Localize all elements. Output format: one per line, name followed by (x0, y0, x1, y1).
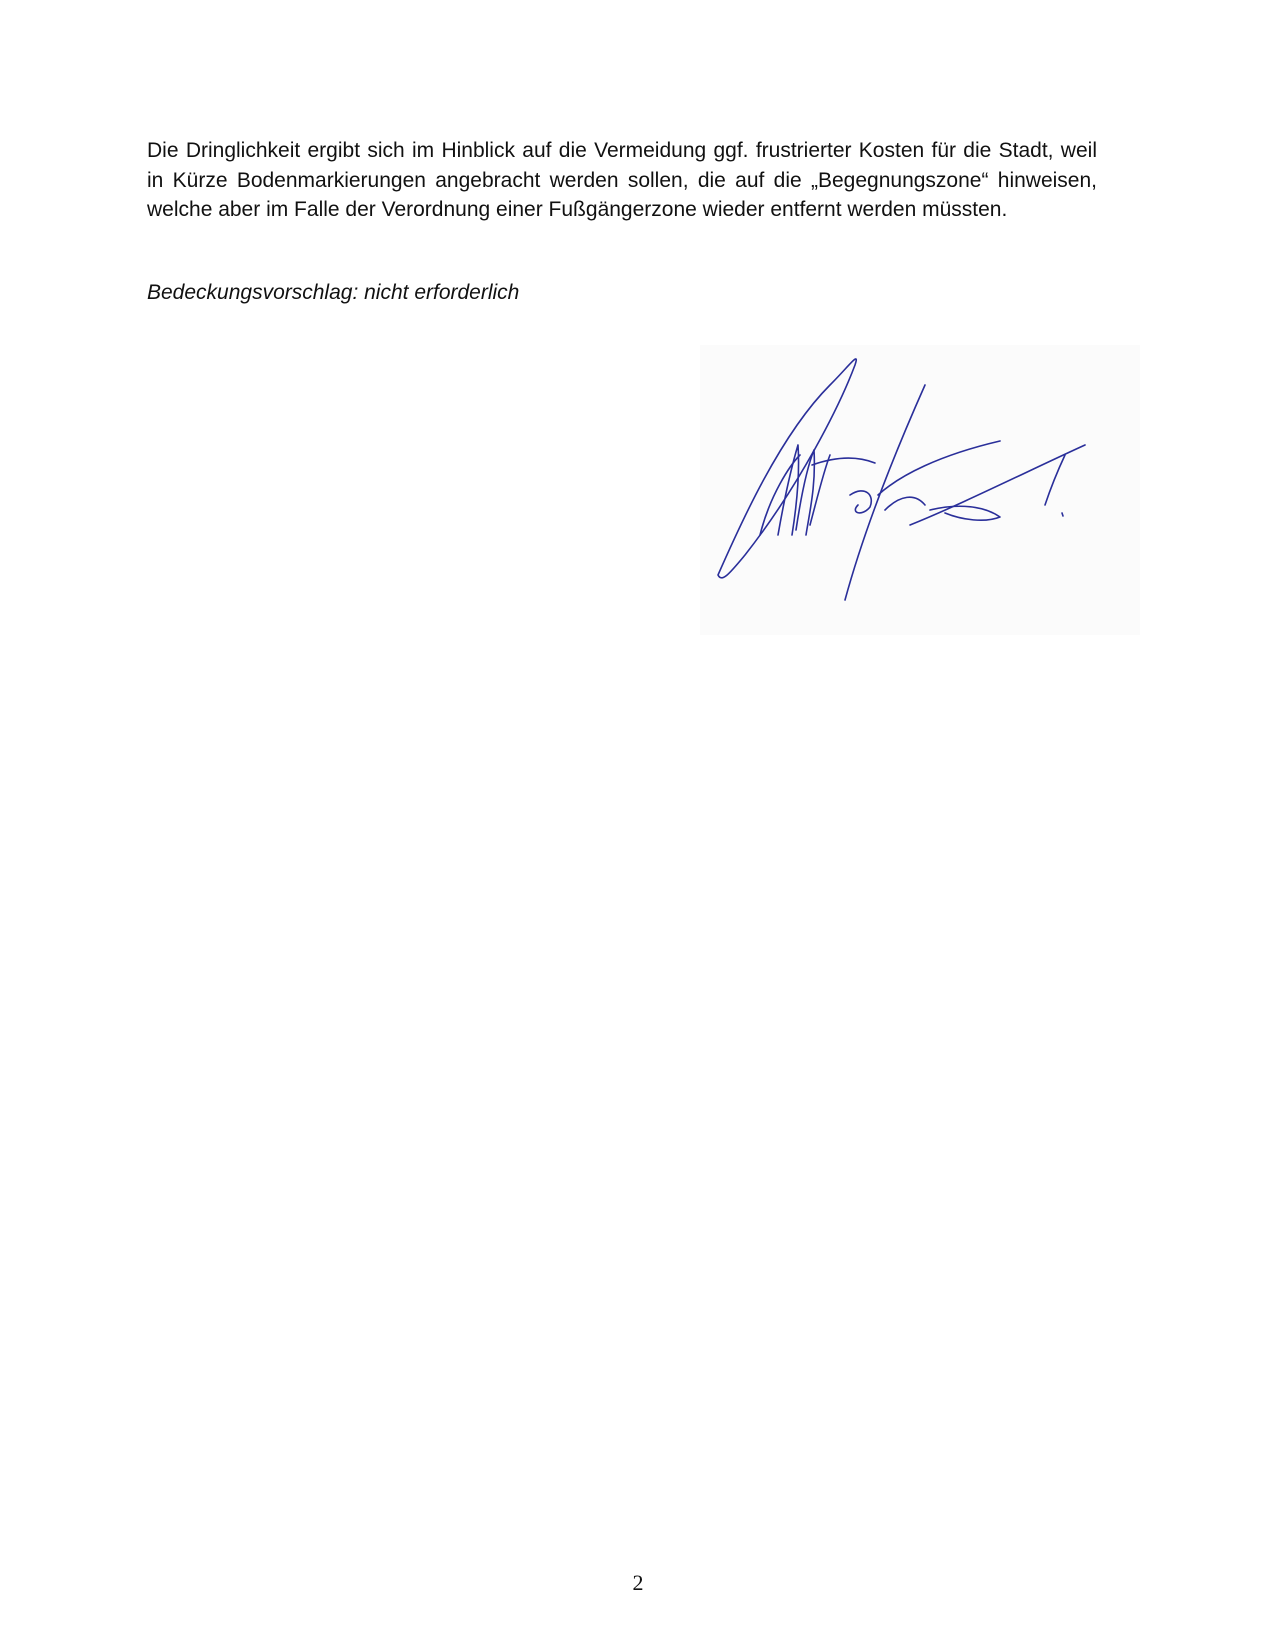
urgency-paragraph: Die Dringlichkeit ergibt sich im Hinblick auf die Vermeidung ggf. frustrierter Kosten für die Stadt, weil in Kürze Bodenmarkierungen angebracht werden sollen, die auf die „Begegnungszone“ hinweisen, welche aber im Falle der Verordnung einer Fußgängerzone wieder entfernt werden müssten. (147, 139, 1097, 221)
cover-note: Bedeckungsvorschlag: nicht erforderlich (147, 281, 520, 304)
page-number: 2 (632, 1570, 644, 1595)
signature-icon (700, 345, 1140, 635)
handwritten-signature (700, 345, 1140, 635)
